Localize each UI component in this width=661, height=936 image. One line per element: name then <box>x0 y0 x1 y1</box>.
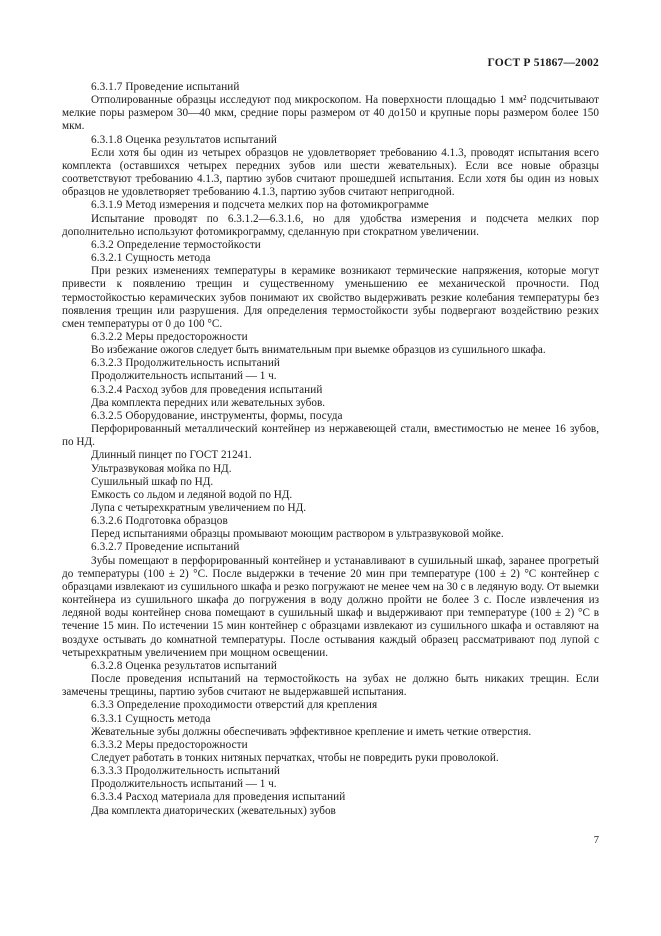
section-heading: 6.3.2.6 Подготовка образцов <box>91 515 228 528</box>
paragraph: Если хотя бы один из четырех образцов не удовлетворяет требованию 4.1.3, проводят испытания всего комплекта (оставшихся четырех передних зубов или шести жевательных). Если все новые образцы соответствуют требованию 4.1.3, партию зубов считают прошедшей испытания. Если хотя бы один из новых образцов не удовлетворяет требованию 4.1.3, партию зубов считают непригодной. <box>62 146 599 199</box>
section-heading: 6.3.3.4 Расход материала для проведения испытаний <box>91 791 346 804</box>
section-heading: 6.3.3.2 Меры предосторожности <box>91 738 248 751</box>
paragraph: Ультразвуковая мойка по НД. <box>91 462 232 475</box>
section-heading: 6.3.2.4 Расход зубов для проведения испытаний <box>91 383 323 396</box>
paragraph: Отполированные образцы исследуют под микроскопом. На поверхности площадью 1 мм² подсчитывают мелкие поры размером 30—40 мкм, средние поры размером от 40 до150 и крупные поры размером более 150 мкм. <box>62 94 599 133</box>
section-heading: 6.3.2.5 Оборудование, инструменты, формы, посуда <box>91 409 343 422</box>
paragraph: Следует работать в тонких нитяных перчатках, чтобы не повредить руки проволокой. <box>91 751 499 764</box>
paragraph: При резких изменениях температуры в керамике возникают термические напряжения, которые могут привести к появлению трещин и существенному уменьшению ее механической прочности. Под термостойкостью керамических зубов понимают их свойство выдерживать резкие колебания температуры без появления трещин или разрушения. Для определения термостойкости зубы подвергают воздействию резких смен температуры от 0 до 100 °С. <box>62 265 599 330</box>
paragraph: Во избежание ожогов следует быть внимательным при выемке образцов из сушильного шкафа. <box>91 344 546 357</box>
paragraph: Испытание проводят по 6.3.1.2—6.3.1.6, но для удобства измерения и подсчета мелких пор дополнительно используют фотомикрограмму, сделанную при стократном увеличении. <box>62 212 599 238</box>
section-heading: 6.3.2.7 Проведение испытаний <box>91 541 240 554</box>
document-body <box>62 81 599 818</box>
paragraph: Лупа с четырехкратным увеличением по НД. <box>91 502 307 514</box>
paragraph: Два комплекта диаторических (жевательных) зубов <box>91 804 336 817</box>
section-heading: 6.3.3 Определение проходимости отверстий для крепления <box>91 699 378 712</box>
paragraph: Сушильный шкаф по НД. <box>91 475 214 488</box>
paragraph: Жевательные зубы должны обеспечивать эффективное крепление и иметь четкие отверстия. <box>91 725 532 738</box>
paragraph: Продолжительность испытаний — 1 ч. <box>91 778 277 791</box>
section-heading: 6.3.3.3 Продолжительность испытаний <box>91 765 281 778</box>
section-heading: 6.3.2.3 Продолжительность испытаний <box>91 357 281 370</box>
paragraph: Длинный пинцет по ГОСТ 21241. <box>91 449 252 462</box>
section-heading: 6.3.2.2 Меры предосторожности <box>91 330 248 343</box>
section-heading: 6.3.3.1 Сущность метода <box>91 712 211 725</box>
paragraph: Емкость со льдом и ледяной водой по НД. <box>91 488 293 501</box>
standard-header: ГОСТ Р 51867—2002 <box>487 57 599 69</box>
section-heading: 6.3.1.7 Проведение испытаний <box>91 81 240 93</box>
paragraph: Продолжительность испытаний — 1 ч. <box>91 370 277 383</box>
paragraph: Зубы помещают в перфорированный контейнер и устанавливают в сушильный шкаф, заранее прогретый до температуры (100 ± 2) °С. После выдержки в течение 20 мин при температуре (100 ± 2) °С контейнер с образцами извлекают из сушильного шкафа и резко погружают не менее чем на 30 с в ледяную воду. От выемки контейнера из сушильного шкафа до погружения в воду должно пройти не более 3 с. После извлечения из ледяной воды контейнер снова помещают в сушильный шкаф и выдерживают при температуре (100 ± 2) °С в течение 15 мин. По истечении 15 мин контейнер с образцами извлекают из сушильного шкафа и оставляют на воздухе остывать до комнатной температуры. После остывания каждый образец рассматривают под лупой с четырехкратным увеличением при мощном освещении. <box>62 554 599 659</box>
paragraph: Перфорированный металлический контейнер из нержавеющей стали, вместимостью не менее 16 зубов, по НД. <box>62 423 599 449</box>
paragraph: Два комплекта передних или жевательных зубов. <box>91 396 326 409</box>
paragraph: Перед испытаниями образцы промывают моющим раствором в ультразвуковой мойке. <box>91 528 504 541</box>
paragraph: После проведения испытаний на термостойкость на зубах не должно быть никаких трещин. Если замечены трещины, партию зубов считают не выдержавшей испытания. <box>62 673 599 699</box>
section-heading: 6.3.2.1 Сущность метода <box>91 252 211 265</box>
section-heading: 6.3.2 Определение термостойкости <box>91 238 261 251</box>
section-heading: 6.3.1.8 Оценка результатов испытаний <box>91 133 277 146</box>
page-number: 7 <box>593 835 599 846</box>
section-heading: 6.3.2.8 Оценка результатов испытаний <box>91 659 277 672</box>
section-heading: 6.3.1.9 Метод измерения и подсчета мелких пор на фотомикрограмме <box>91 199 429 212</box>
